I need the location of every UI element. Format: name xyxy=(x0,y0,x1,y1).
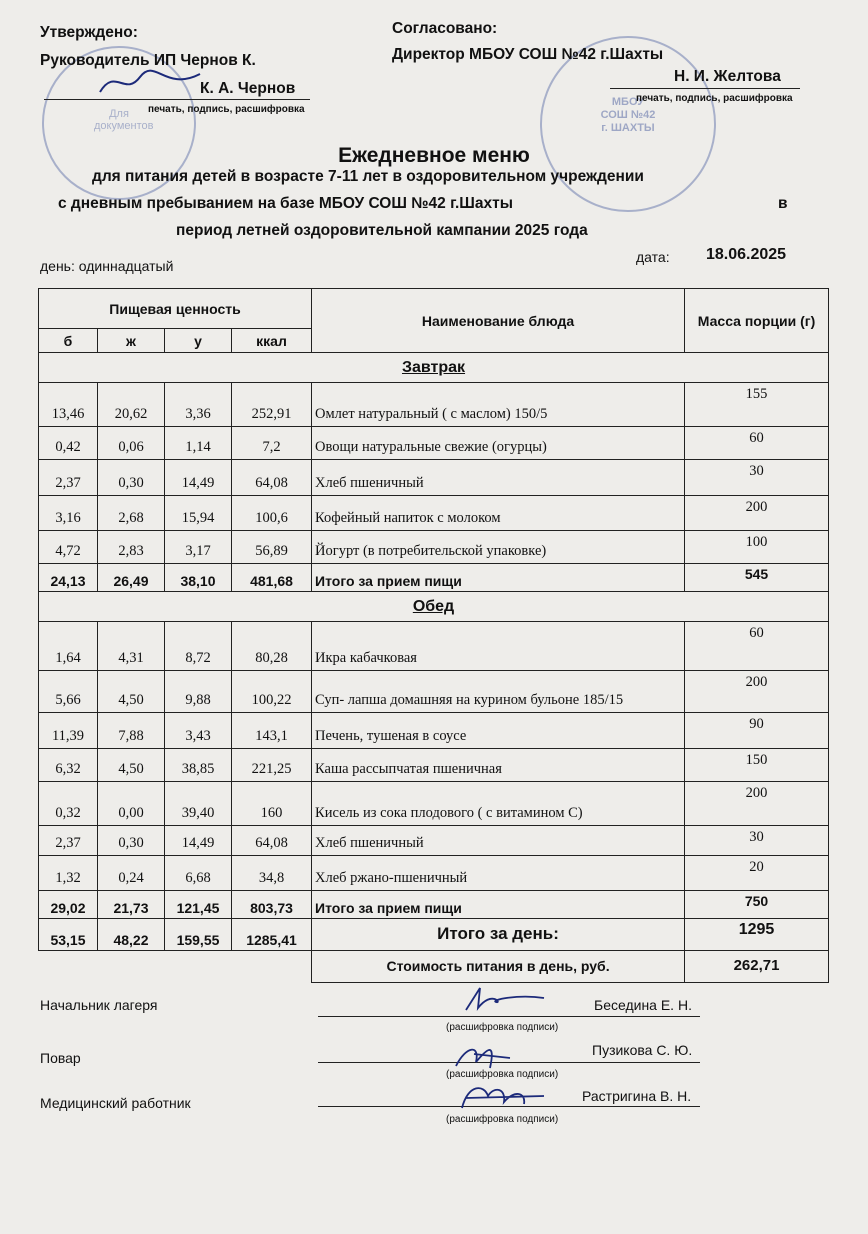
table-row xyxy=(39,460,829,496)
approved-position: Руководитель ИП Чернов К. xyxy=(40,52,256,69)
signature-role-medic: Медицинский работник xyxy=(40,1095,191,1111)
signature-name-head: Беседина Е. Н. xyxy=(594,997,692,1013)
dish-name: Хлеб ржано-пшеничный xyxy=(312,856,685,891)
table-cell: 4,50 xyxy=(98,749,165,782)
portion-mass: 60 xyxy=(685,427,829,460)
portion-mass: 30 xyxy=(685,826,829,856)
signature-name-cook: Пузикова С. Ю. xyxy=(592,1042,693,1058)
table-cell: 53,15 xyxy=(39,919,98,951)
table-cell: 7,2 xyxy=(232,427,312,460)
table-cell: 26,49 xyxy=(98,564,165,592)
table-row xyxy=(39,622,829,671)
table-cell: 2,83 xyxy=(98,531,165,564)
table-cell: 0,30 xyxy=(98,460,165,496)
table-row xyxy=(39,383,829,427)
breakfast-total-mass: 545 xyxy=(685,564,829,592)
breakfast-rows xyxy=(39,383,829,564)
cost-label: Стоимость питания в день, руб. xyxy=(312,951,685,983)
table-cell: 4,72 xyxy=(39,531,98,564)
stamp-right-text-1: МБОУ xyxy=(611,96,645,108)
table-cell: 3,43 xyxy=(165,713,232,749)
table-row xyxy=(39,856,829,891)
table-cell: 38,10 xyxy=(165,564,232,592)
approved-name: К. А. Чернов xyxy=(200,80,296,97)
portion-mass: 200 xyxy=(685,782,829,826)
dish-name: Суп- лапша домашняя на курином бульоне 185/15 xyxy=(312,671,685,713)
signature-cook-icon xyxy=(450,1036,530,1076)
section-lunch: Обед xyxy=(39,592,829,622)
table-cell: 4,50 xyxy=(98,671,165,713)
subtitle-line-1: для питания детей в возрасте 7-11 лет в оздоровительном учреждении xyxy=(92,168,644,185)
portion-mass: 100 xyxy=(685,531,829,564)
subtitle-line-2: с дневным пребыванием на базе МБОУ СОШ №42 г.Шахты xyxy=(58,195,513,212)
signature-role-cook: Повар xyxy=(40,1050,81,1066)
dish-name: Икра кабачковая xyxy=(312,622,685,671)
header-mass: Масса порции (г) xyxy=(685,289,829,353)
cost-row xyxy=(39,951,829,983)
table-cell: 1285,41 xyxy=(232,919,312,951)
dish-name: Кофейный напиток с молоком xyxy=(312,496,685,531)
dish-name: Омлет натуральный ( с маслом) 150/5 xyxy=(312,383,685,427)
table-cell: 7,88 xyxy=(98,713,165,749)
table-cell: 252,91 xyxy=(232,383,312,427)
table-cell: 56,89 xyxy=(232,531,312,564)
section-breakfast: Завтрак xyxy=(39,353,829,383)
col-u: у xyxy=(165,329,232,353)
stamp-right-text-2: СОШ №42 xyxy=(600,109,656,121)
date-label: дата: xyxy=(636,249,670,265)
table-row xyxy=(39,427,829,460)
day-total-row xyxy=(39,919,829,951)
date-value: 18.06.2025 xyxy=(706,246,787,263)
lunch-total-label: Итого за прием пищи xyxy=(312,891,685,919)
table-cell: 14,49 xyxy=(165,460,232,496)
table-cell: 2,37 xyxy=(39,460,98,496)
dish-name: Овощи натуральные свежие (огурцы) xyxy=(312,427,685,460)
stamp-right-text-3: г. ШАХТЫ xyxy=(601,122,655,134)
approved-caption: печать, подпись, расшифровка xyxy=(148,104,305,115)
dish-name: Кисель из сока плодового ( с витамином С) xyxy=(312,782,685,826)
signature-caption-cook: (расшифровка подписи) xyxy=(446,1069,559,1080)
lunch-rows xyxy=(39,622,829,891)
cost-value: 262,71 xyxy=(685,951,829,983)
col-b: б xyxy=(39,329,98,353)
table-cell: 15,94 xyxy=(165,496,232,531)
table-cell: 11,39 xyxy=(39,713,98,749)
table-cell: 29,02 xyxy=(39,891,98,919)
table-cell: 20,62 xyxy=(98,383,165,427)
dish-name: Йогурт (в потребительской упаковке) xyxy=(312,531,685,564)
table-cell: 100,6 xyxy=(232,496,312,531)
portion-mass: 200 xyxy=(685,496,829,531)
table-cell: 39,40 xyxy=(165,782,232,826)
signature-name-medic: Растригина В. Н. xyxy=(582,1088,692,1104)
signature-caption-medic: (расшифровка подписи) xyxy=(446,1114,559,1125)
col-zh: ж xyxy=(98,329,165,353)
table-cell: 160 xyxy=(232,782,312,826)
table-cell: 3,16 xyxy=(39,496,98,531)
table-row xyxy=(39,496,829,531)
table-cell: 14,49 xyxy=(165,826,232,856)
portion-mass: 150 xyxy=(685,749,829,782)
portion-mass: 155 xyxy=(685,383,829,427)
table-cell: 100,22 xyxy=(232,671,312,713)
table-cell: 21,73 xyxy=(98,891,165,919)
portion-mass: 30 xyxy=(685,460,829,496)
stamp-left-text-2: документов xyxy=(94,120,154,132)
table-cell: 64,08 xyxy=(232,460,312,496)
table-cell: 2,37 xyxy=(39,826,98,856)
table-cell: 0,06 xyxy=(98,427,165,460)
portion-mass: 60 xyxy=(685,622,829,671)
subtitle-line-2-tail: в xyxy=(778,195,788,212)
subtitle-line-3: период летней оздоровительной кампании 2025 года xyxy=(176,222,588,239)
dish-name: Хлеб пшеничный xyxy=(312,826,685,856)
table-cell: 1,64 xyxy=(39,622,98,671)
stamp-left-text-1: Для xyxy=(109,108,129,120)
table-cell: 0,00 xyxy=(98,782,165,826)
table-cell: 9,88 xyxy=(165,671,232,713)
agreed-caption: печать, подпись, расшифровка xyxy=(636,93,793,104)
menu-table xyxy=(38,288,829,983)
lunch-total-row xyxy=(39,891,829,919)
table-cell: 48,22 xyxy=(98,919,165,951)
table-cell: 3,36 xyxy=(165,383,232,427)
table-cell: 0,30 xyxy=(98,826,165,856)
day-total-mass: 1295 xyxy=(685,919,829,951)
table-cell: 38,85 xyxy=(165,749,232,782)
table-cell: 13,46 xyxy=(39,383,98,427)
table-cell: 0,24 xyxy=(98,856,165,891)
page-title: Ежедневное меню xyxy=(338,144,530,167)
table-cell: 34,8 xyxy=(232,856,312,891)
table-cell: 0,32 xyxy=(39,782,98,826)
table-cell: 221,25 xyxy=(232,749,312,782)
table-row xyxy=(39,782,829,826)
table-cell: 4,31 xyxy=(98,622,165,671)
table-cell: 481,68 xyxy=(232,564,312,592)
table-cell: 24,13 xyxy=(39,564,98,592)
table-cell: 3,17 xyxy=(165,531,232,564)
agreed-position: Директор МБОУ СОШ №42 г.Шахты xyxy=(392,46,664,63)
signature-caption-head: (расшифровка подписи) xyxy=(446,1022,559,1033)
agreed-signature-line xyxy=(610,88,800,89)
agreed-name: Н. И. Желтова xyxy=(674,68,781,85)
table-cell: 5,66 xyxy=(39,671,98,713)
table-cell: 143,1 xyxy=(232,713,312,749)
header-dish: Наименование блюда xyxy=(312,289,685,353)
table-cell: 80,28 xyxy=(232,622,312,671)
dish-name: Хлеб пшеничный xyxy=(312,460,685,496)
table-cell: 2,68 xyxy=(98,496,165,531)
table-cell: 64,08 xyxy=(232,826,312,856)
lunch-total-mass: 750 xyxy=(685,891,829,919)
table-cell: 1,14 xyxy=(165,427,232,460)
dish-name: Каша рассыпчатая пшеничная xyxy=(312,749,685,782)
approved-signature-icon xyxy=(95,62,205,102)
signature-line-head xyxy=(318,1016,700,1017)
table-cell: 121,45 xyxy=(165,891,232,919)
portion-mass: 20 xyxy=(685,856,829,891)
approved-label: Утверждено: xyxy=(40,24,138,41)
table-cell: 1,32 xyxy=(39,856,98,891)
table-cell: 159,55 xyxy=(165,919,232,951)
table-cell: 6,32 xyxy=(39,749,98,782)
table-cell: 0,42 xyxy=(39,427,98,460)
table-row xyxy=(39,826,829,856)
table-cell: 803,73 xyxy=(232,891,312,919)
table-cell: 8,72 xyxy=(165,622,232,671)
table-cell: 6,68 xyxy=(165,856,232,891)
col-kcal: ккал xyxy=(232,329,312,353)
dish-name: Печень, тушеная в соусе xyxy=(312,713,685,749)
agreed-label: Согласовано: xyxy=(392,20,498,37)
portion-mass: 200 xyxy=(685,671,829,713)
table-row xyxy=(39,713,829,749)
signature-head-icon xyxy=(458,984,548,1016)
breakfast-total-row xyxy=(39,564,829,592)
table-row xyxy=(39,531,829,564)
portion-mass: 90 xyxy=(685,713,829,749)
signature-role-head: Начальник лагеря xyxy=(40,997,158,1013)
day-label: день: одиннадцатый xyxy=(40,258,174,274)
signature-medic-icon xyxy=(454,1078,550,1114)
day-total-label: Итого за день: xyxy=(312,919,685,951)
header-nutrition: Пищевая ценность xyxy=(39,289,312,329)
table-row xyxy=(39,749,829,782)
breakfast-total-label: Итого за прием пищи xyxy=(312,564,685,592)
table-row xyxy=(39,671,829,713)
